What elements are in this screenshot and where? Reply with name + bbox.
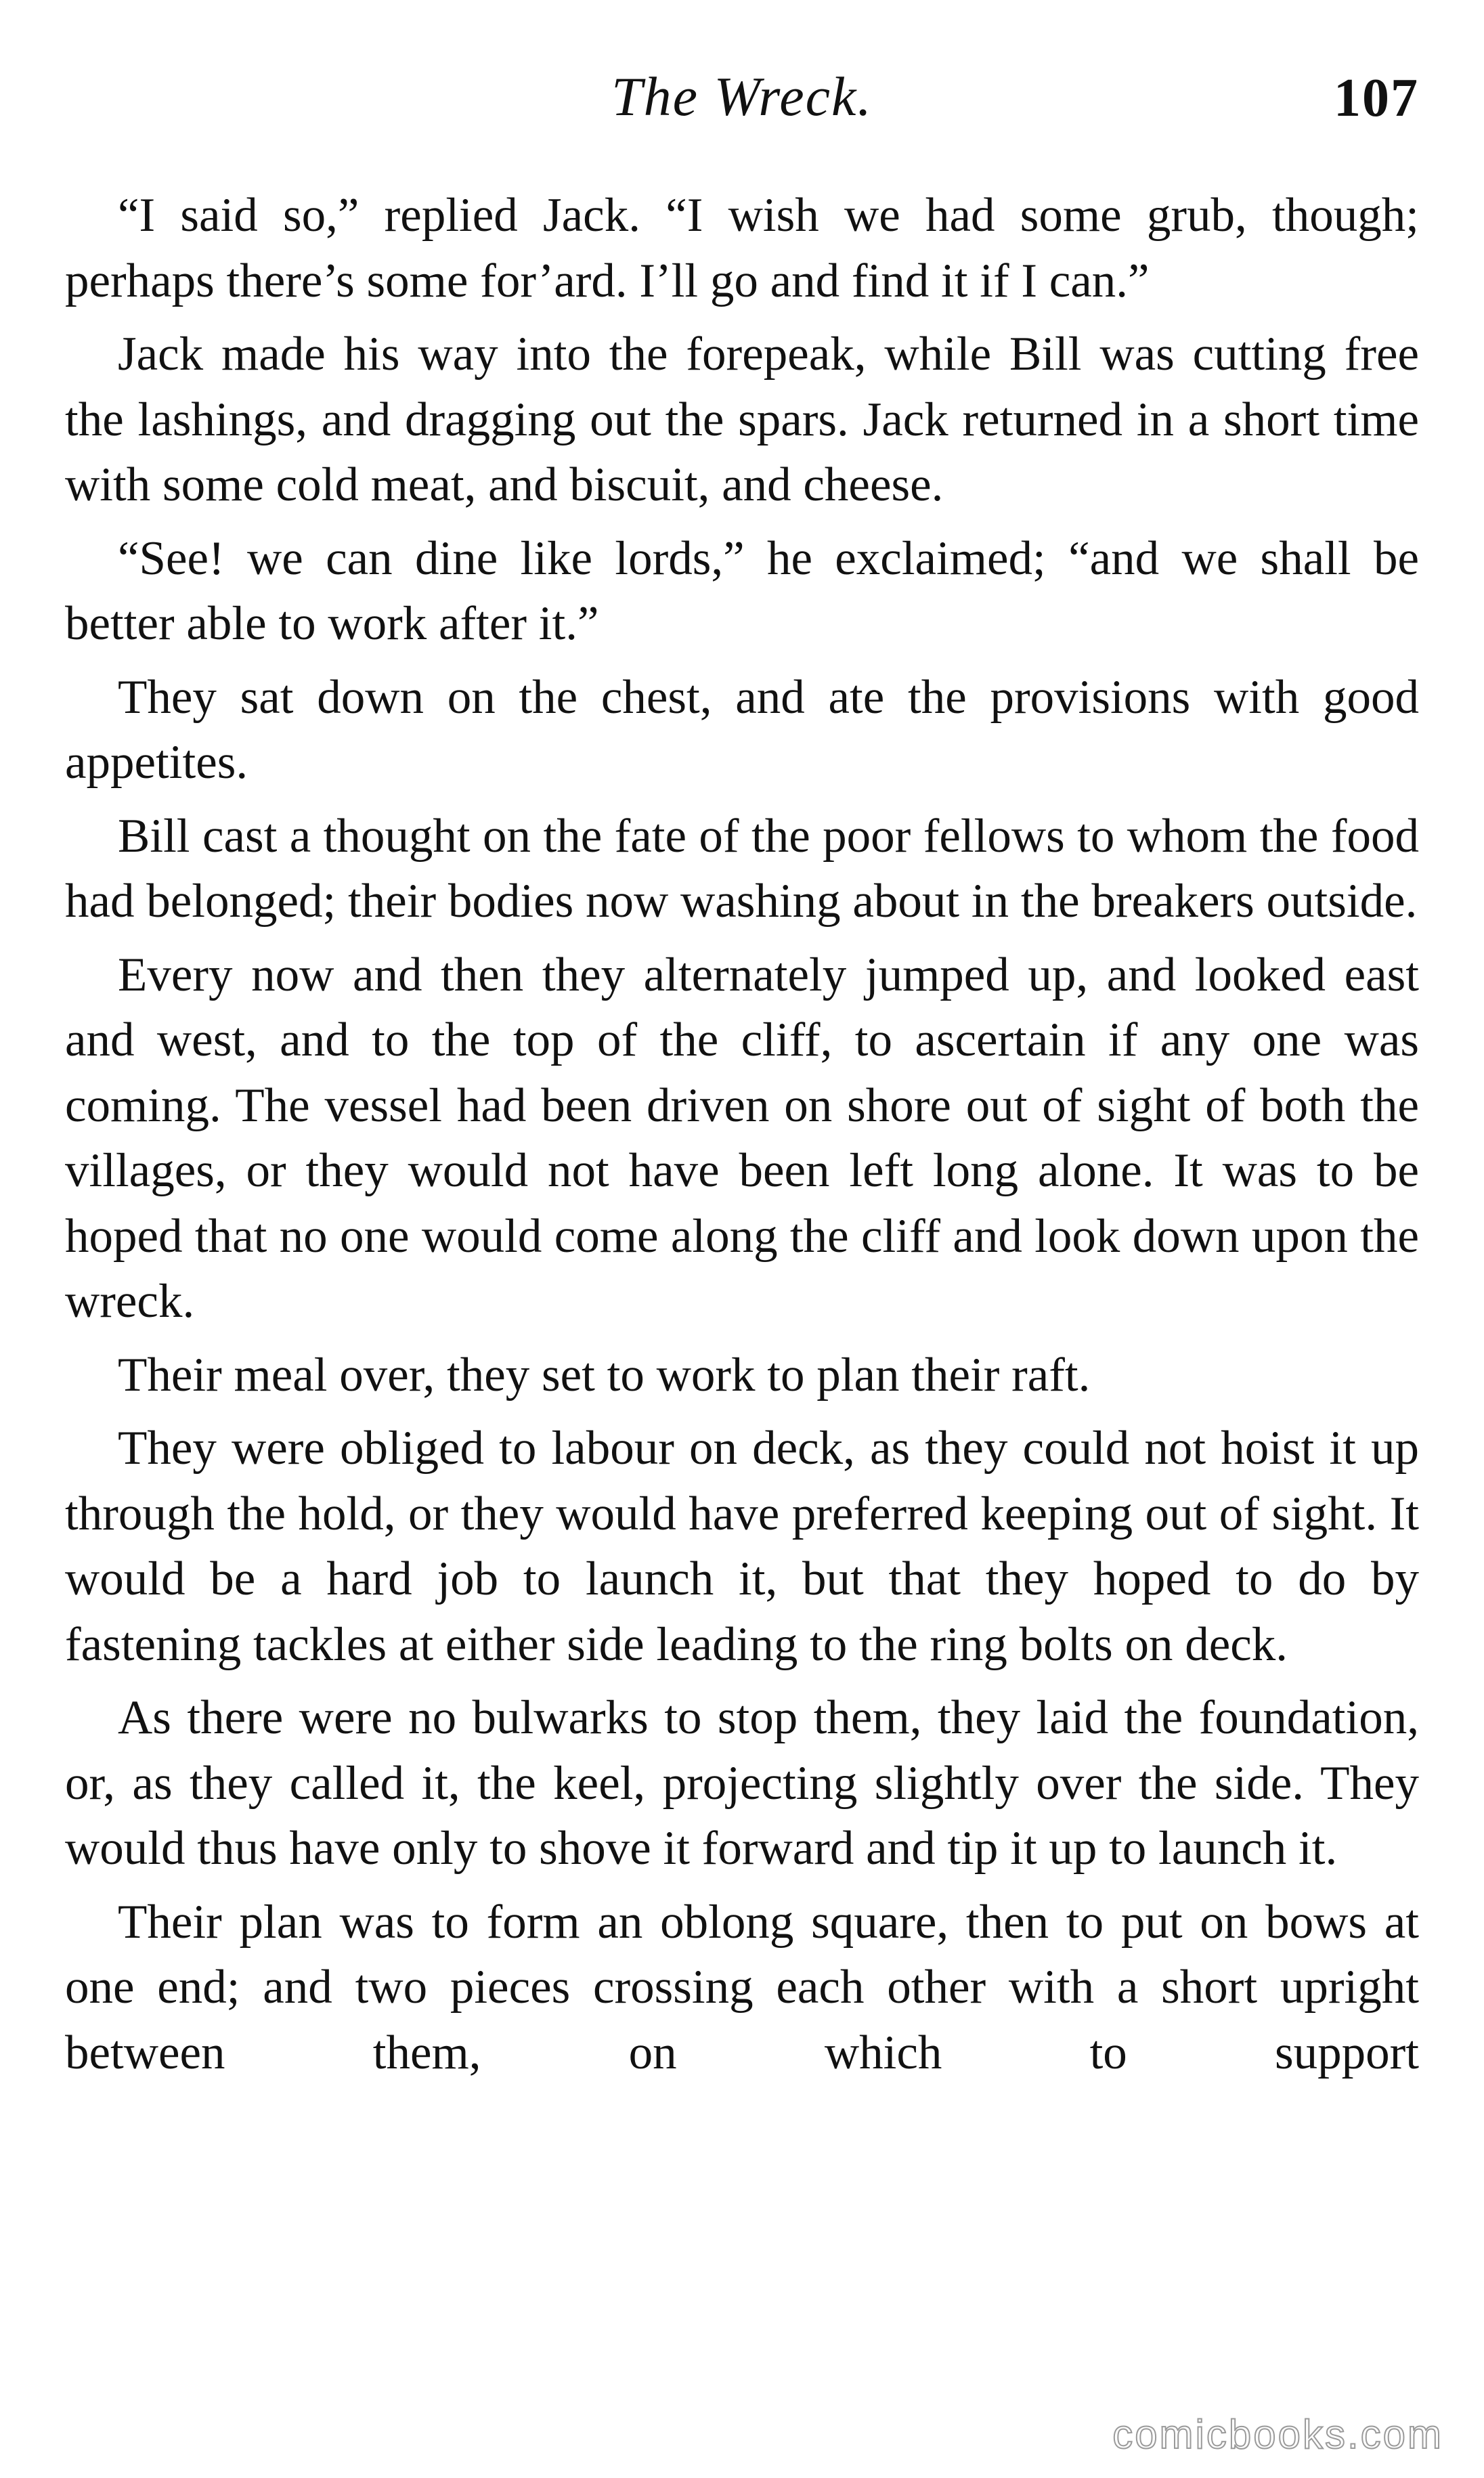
paragraph: Every now and then they alternately jumped up, and looked east and west, and to the top of the cliff, to ascertain if any one was coming. The vessel had been driven on shore out of sight of both the villages, or they would not have been left long alone. It was to be hoped that no one would come along the cliff and look down upon the wreck.: [65, 948, 1419, 1328]
paragraph: Their plan was to form an oblong square, then to put on bows at one end; and two pieces crossing each other with a short upright between them, on which to support: [65, 1895, 1419, 2079]
running-title: The Wreck.: [611, 66, 873, 127]
paragraph: Bill cast a thought on the fate of the poor fellows to whom the food had belonged; their bodies now washing about in the breakers outside.: [65, 809, 1419, 928]
paragraph: They were obliged to labour on deck, as they could not hoist it up through the hold, or they would have preferred keeping out of sight. It would be a hard job to launch it, but that they hoped to do by fastening tackles at either side leading to the ring bolts on deck.: [65, 1422, 1419, 1671]
running-head: [65, 65, 1419, 139]
body-text: [65, 183, 1419, 2085]
paragraph: As there were no bulwarks to stop them, they laid the foundation, or, as they called it, the keel, projecting slightly over the side. They would thus have only to shove it forward and tip it up to launch it.: [65, 1691, 1419, 1875]
paragraph: They sat down on the chest, and ate the provisions with good appetites.: [65, 670, 1419, 789]
page-number: 107: [1334, 68, 1419, 128]
paragraph: “See! we can dine like lords,” he exclaimed; “and we shall be better able to work after it.”: [65, 531, 1419, 650]
paragraph: Jack made his way into the forepeak, while Bill was cutting free the lashings, and dragging out the spars. Jack returned in a short time with some cold meat, and biscuit, and cheese.: [65, 328, 1419, 511]
paragraph: Their meal over, they set to work to plan their raft.: [118, 1348, 1091, 1401]
paragraph: “I said so,” replied Jack. “I wish we had some grub, though; perhaps there’s some for’ard. I’ll go and find it if I can.”: [65, 189, 1419, 307]
watermark: comicbooks.com: [1112, 2412, 1443, 2457]
